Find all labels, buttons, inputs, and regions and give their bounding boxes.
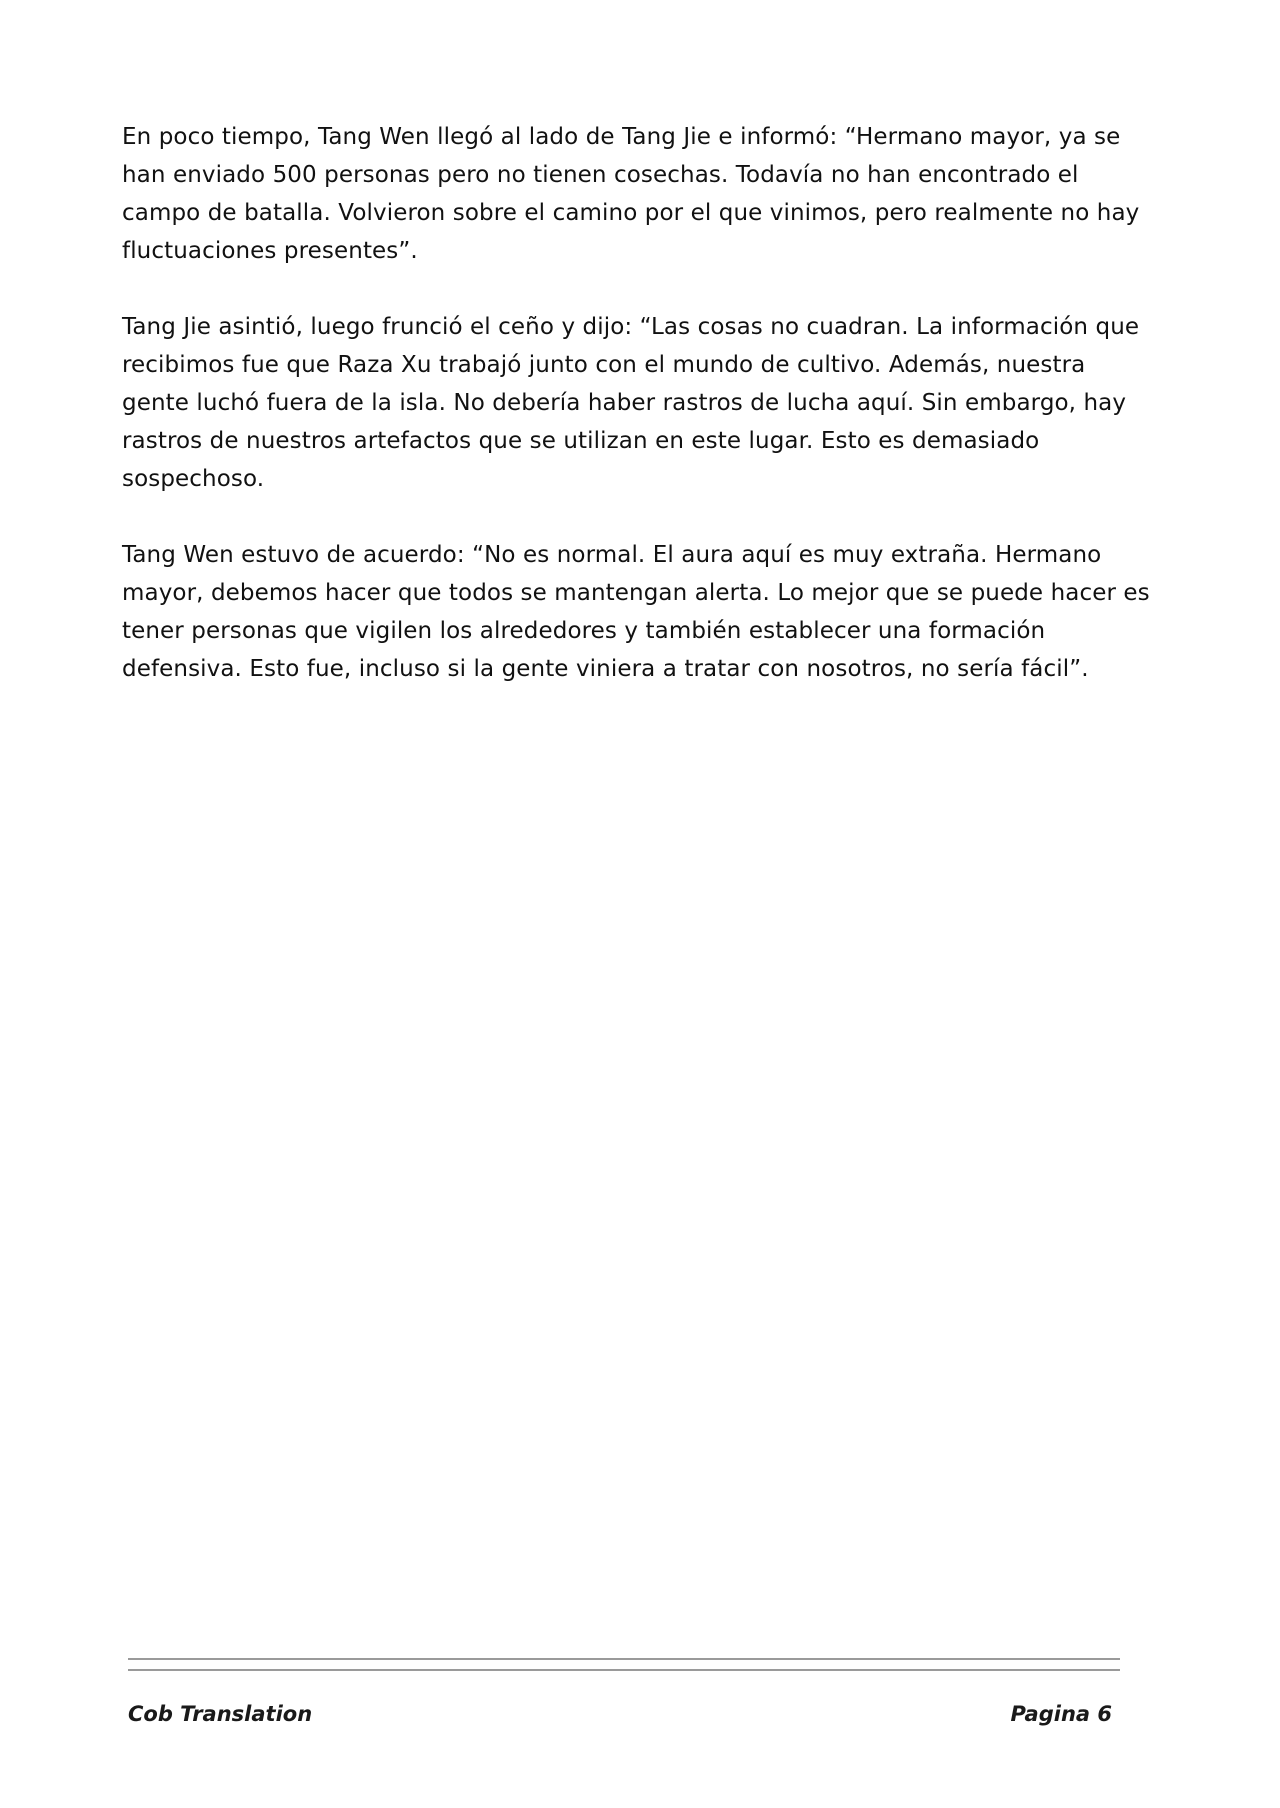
footer-translator-credit: Cob Translation	[128, 1702, 313, 1726]
paragraph-2: Tang Jie asintió, luego frunció el ceño y dijo: “Las cosas no cuadran. La información que recibimos fue que Raza Xu trabajó junto con el mundo de cultivo. Además, nuestra gente luchó fuera de la isla. No debería haber rastros de lucha aquí. Sin embargo, hay rastros de nuestros artefactos que se utilizan en este lugar. Esto es demasiado sospechoso.	[122, 314, 1140, 492]
body-text	[122, 118, 1152, 726]
footer-divider-top	[128, 1658, 1120, 1660]
paragraph-1: En poco tiempo, Tang Wen llegó al lado de Tang Jie e informó: “Hermano mayor, ya se han enviado 500 personas pero no tienen cosechas. Todavía no han encontrado el campo de batalla. Volvieron sobre el camino por el que vinimos, pero realmente no hay fluctuaciones presentes”.	[122, 124, 1140, 264]
paragraph-3: Tang Wen estuvo de acuerdo: “No es normal. El aura aquí es muy extraña. Hermano mayor, debemos hacer que todos se mantengan alerta. Lo mejor que se puede hacer es tener personas que vigilen los alrededores y también establecer una formación defensiva. Esto fue, incluso si la gente viniera a tratar con nosotros, no sería fácil”.	[122, 542, 1150, 682]
footer-divider-bottom	[128, 1669, 1120, 1671]
footer-page-number: Pagina 6	[1010, 1702, 1112, 1726]
